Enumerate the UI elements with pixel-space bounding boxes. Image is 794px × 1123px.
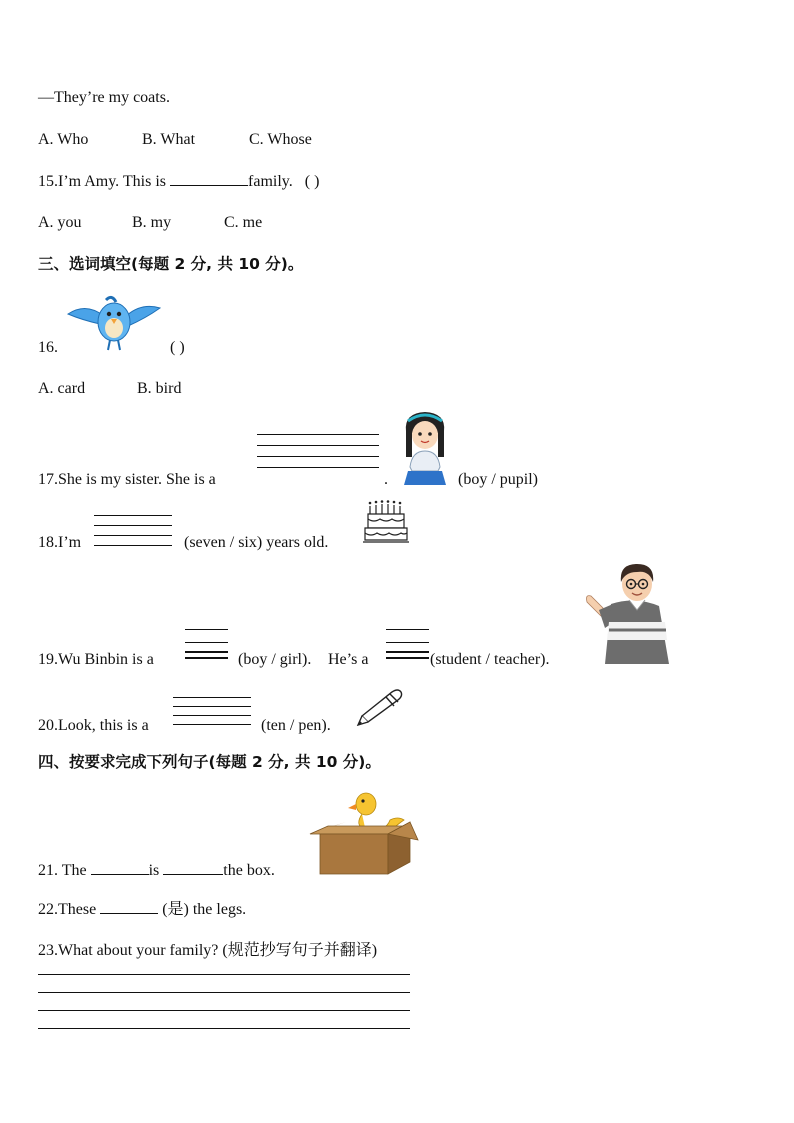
q22-word-2: (是) the legs.: [158, 901, 247, 918]
q21-number: 21.: [38, 862, 58, 879]
q22-word-1: These: [58, 901, 101, 918]
pen-icon: [352, 686, 404, 726]
q17-period: .: [384, 471, 388, 488]
q16-option-a[interactable]: A. card: [38, 380, 86, 397]
q19-choices-2: (student / teacher).: [430, 651, 550, 668]
q22-number: 22.: [38, 901, 58, 918]
q15-option-c[interactable]: C. me: [224, 214, 263, 231]
q14-option-c[interactable]: C. Whose: [249, 131, 312, 148]
q14-options: [38, 130, 312, 150]
q19-number: 19.: [38, 651, 58, 668]
q23-writing-line-1[interactable]: [38, 974, 410, 975]
q16-number: 16.: [38, 339, 58, 356]
q18-question: [38, 533, 329, 553]
q15-paren[interactable]: ( ): [304, 173, 320, 190]
q14-option-a[interactable]: A. Who: [38, 131, 89, 148]
q15-options: [38, 213, 262, 233]
q20-writing-lines[interactable]: [173, 697, 251, 725]
q23-writing-line-4[interactable]: [38, 1028, 410, 1029]
q18-choices: (seven / six) years old.: [184, 534, 329, 551]
section-3-heading: 三、选词填空(每题 2 分, 共 10 分)。: [38, 255, 304, 273]
q18-text: I’m: [58, 534, 82, 551]
q19-writing-lines-2[interactable]: [386, 629, 429, 659]
q23-writing-line-2[interactable]: [38, 992, 410, 993]
q16-option-b[interactable]: B. bird: [137, 380, 182, 397]
q20-number: 20.: [38, 717, 58, 734]
girl-icon: [398, 409, 452, 485]
q19-text: Wu Binbin is a: [58, 651, 154, 668]
q19-choices-1: (boy / girl).: [238, 651, 312, 668]
q21-question: [38, 860, 275, 881]
q19-question: [38, 650, 550, 670]
q21-word-1: The: [58, 862, 91, 879]
q21-word-2: is: [148, 862, 164, 879]
q20-choices: (ten / pen).: [261, 717, 331, 734]
q20-text: Look, this is a: [58, 717, 149, 734]
q17-choices: (boy / pupil): [458, 471, 538, 488]
q15-number: 15.: [38, 173, 58, 190]
q15-option-b[interactable]: B. my: [132, 214, 172, 231]
q22-question: [38, 899, 246, 920]
duck-in-box-icon: [306, 790, 422, 876]
q20-question: [38, 716, 331, 736]
q21-blank-2[interactable]: [163, 860, 223, 875]
teacher-icon: [583, 560, 673, 666]
birthday-cake-icon: [362, 500, 410, 546]
q17-number: 17.: [38, 471, 58, 488]
q22-blank[interactable]: [100, 899, 158, 914]
q16-paren[interactable]: ( ): [170, 339, 185, 356]
q15-blank[interactable]: [170, 171, 248, 186]
q23-question: [38, 941, 377, 961]
q16-question: [38, 338, 185, 358]
q15-question: [38, 171, 319, 192]
q23-writing-line-3[interactable]: [38, 1010, 410, 1011]
q18-writing-lines[interactable]: [94, 515, 172, 546]
q15-text-before: I’m Amy. This is: [58, 173, 171, 190]
q23-text: What about your family? (规范抄写句子并翻译): [58, 942, 378, 959]
bird-icon: [66, 292, 162, 354]
q19-writing-lines-1[interactable]: [185, 629, 228, 659]
q21-word-3: the box.: [223, 862, 275, 879]
q17-writing-lines[interactable]: [257, 434, 379, 468]
q17-text: She is my sister. She is a: [58, 471, 216, 488]
q14-option-b[interactable]: B. What: [142, 131, 196, 148]
q19-text-2: He’s a: [328, 651, 369, 668]
q14-answer-line: —They’re my coats.: [38, 89, 170, 106]
q15-text-after: family.: [248, 173, 293, 190]
q18-number: 18.: [38, 534, 58, 551]
q23-number: 23.: [38, 942, 58, 959]
q17-question: [38, 470, 538, 490]
q21-blank-1[interactable]: [91, 860, 149, 875]
section-4-heading: 四、按要求完成下列句子(每题 2 分, 共 10 分)。: [38, 753, 381, 771]
q16-options: [38, 379, 181, 399]
q15-option-a[interactable]: A. you: [38, 214, 82, 231]
